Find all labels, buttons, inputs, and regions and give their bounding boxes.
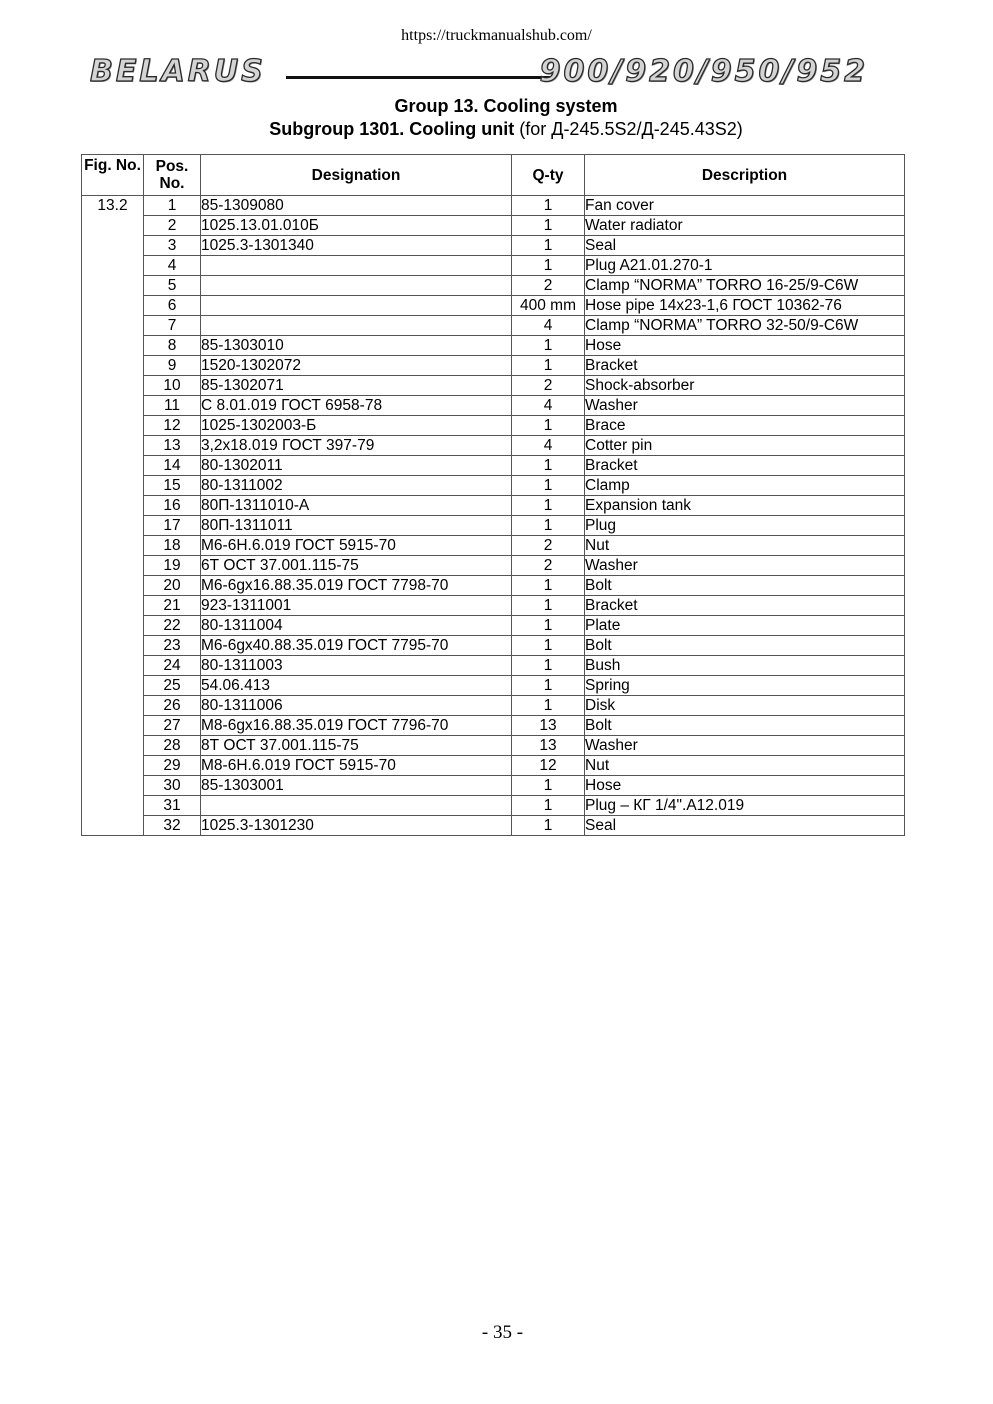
description-cell: Expansion tank	[585, 496, 905, 516]
description-cell: Bracket	[585, 356, 905, 376]
pos-cell: 7	[144, 316, 201, 336]
description-cell: Plug	[585, 516, 905, 536]
table-row	[82, 316, 905, 336]
description-cell: Bolt	[585, 576, 905, 596]
header-description: Description	[585, 155, 905, 196]
designation-cell: 80-1302011	[201, 456, 512, 476]
qty-cell: 4	[512, 316, 585, 336]
pos-cell: 23	[144, 636, 201, 656]
pos-cell: 17	[144, 516, 201, 536]
table-row	[82, 676, 905, 696]
designation-cell: М6-6gх40.88.35.019 ГОСТ 7795-70	[201, 636, 512, 656]
designation-cell: 923-1311001	[201, 596, 512, 616]
pos-cell: 8	[144, 336, 201, 356]
table-row	[82, 216, 905, 236]
qty-cell: 1	[512, 256, 585, 276]
pos-cell: 24	[144, 656, 201, 676]
designation-cell	[201, 296, 512, 316]
designation-cell: 80-1311002	[201, 476, 512, 496]
model-numbers: 900/920/950/952	[539, 54, 868, 89]
qty-cell: 2	[512, 276, 585, 296]
designation-cell	[201, 276, 512, 296]
pos-cell: 2	[144, 216, 201, 236]
description-cell: Water radiator	[585, 216, 905, 236]
designation-cell: М8-6gх16.88.35.019 ГОСТ 7796-70	[201, 716, 512, 736]
table-row	[82, 196, 905, 216]
table-row	[82, 596, 905, 616]
pos-cell: 10	[144, 376, 201, 396]
qty-cell: 12	[512, 756, 585, 776]
pos-cell: 11	[144, 396, 201, 416]
description-cell: Bolt	[585, 636, 905, 656]
designation-cell: 85-1302071	[201, 376, 512, 396]
pos-cell: 6	[144, 296, 201, 316]
table-row	[82, 356, 905, 376]
designation-cell: 80П-1311010-А	[201, 496, 512, 516]
description-cell: Washer	[585, 396, 905, 416]
group-title: Group 13. Cooling system	[394, 96, 618, 116]
description-cell: Hose	[585, 776, 905, 796]
qty-cell: 1	[512, 796, 585, 816]
table-row	[82, 816, 905, 836]
table-row	[82, 536, 905, 556]
source-url[interactable]: https://truckmanualshub.com/	[401, 27, 592, 44]
description-cell: Spring	[585, 676, 905, 696]
description-cell: Clamp “NORMA” TORRO 32-50/9-C6W	[585, 316, 905, 336]
qty-cell: 1	[512, 816, 585, 836]
designation-cell: М6-6gх16.88.35.019 ГОСТ 7798-70	[201, 576, 512, 596]
table-row	[82, 396, 905, 416]
description-cell: Disk	[585, 696, 905, 716]
description-cell: Cotter pin	[585, 436, 905, 456]
pos-cell: 5	[144, 276, 201, 296]
qty-cell: 2	[512, 376, 585, 396]
designation-cell: 54.06.413	[201, 676, 512, 696]
table-row	[82, 616, 905, 636]
designation-cell: 85-1309080	[201, 196, 512, 216]
table-row	[82, 696, 905, 716]
pos-cell: 31	[144, 796, 201, 816]
pos-cell: 4	[144, 256, 201, 276]
description-cell: Fan cover	[585, 196, 905, 216]
header-designation: Designation	[201, 155, 512, 196]
qty-cell: 1	[512, 216, 585, 236]
qty-cell: 1	[512, 476, 585, 496]
pos-cell: 30	[144, 776, 201, 796]
qty-cell: 1	[512, 776, 585, 796]
pos-cell: 16	[144, 496, 201, 516]
header-qty: Q-ty	[512, 155, 585, 196]
table-row	[82, 476, 905, 496]
designation-cell: 1025.3-1301230	[201, 816, 512, 836]
table-row	[82, 756, 905, 776]
table-header-row	[82, 155, 905, 196]
description-cell: Brace	[585, 416, 905, 436]
qty-cell: 1	[512, 656, 585, 676]
designation-cell: 80П-1311011	[201, 516, 512, 536]
qty-cell: 1	[512, 676, 585, 696]
qty-cell: 1	[512, 616, 585, 636]
designation-cell	[201, 256, 512, 276]
table-row	[82, 376, 905, 396]
description-cell: Hose pipe 14х23-1,6 ГОСТ 10362-76	[585, 296, 905, 316]
qty-cell: 2	[512, 556, 585, 576]
table-row	[82, 416, 905, 436]
table-row	[82, 516, 905, 536]
pos-cell: 14	[144, 456, 201, 476]
header-fig-no: Fig. No.	[82, 155, 144, 196]
designation-cell: 1025.3-1301340	[201, 236, 512, 256]
table-row	[82, 336, 905, 356]
pos-cell: 15	[144, 476, 201, 496]
designation-cell	[201, 796, 512, 816]
pos-cell: 22	[144, 616, 201, 636]
table-row	[82, 556, 905, 576]
designation-cell: 8Т ОСТ 37.001.115-75	[201, 736, 512, 756]
pos-cell: 20	[144, 576, 201, 596]
pos-cell: 32	[144, 816, 201, 836]
header-rule	[286, 76, 554, 79]
qty-cell: 1	[512, 356, 585, 376]
description-cell: Nut	[585, 756, 905, 776]
designation-cell: 80-1311006	[201, 696, 512, 716]
pos-cell: 26	[144, 696, 201, 716]
designation-cell	[201, 316, 512, 336]
description-cell: Shock-absorber	[585, 376, 905, 396]
description-cell: Seal	[585, 816, 905, 836]
table-row	[82, 716, 905, 736]
subgroup-title-engine: (for Д-245.5S2/Д-245.43S2)	[514, 119, 743, 139]
table-row	[82, 656, 905, 676]
designation-cell: 80-1311003	[201, 656, 512, 676]
brand-logo-text: BELARUS	[90, 54, 266, 89]
table-row	[82, 636, 905, 656]
table-row	[82, 436, 905, 456]
pos-cell: 12	[144, 416, 201, 436]
description-cell: Washer	[585, 736, 905, 756]
designation-cell: М6-6Н.6.019 ГОСТ 5915-70	[201, 536, 512, 556]
qty-cell: 1	[512, 576, 585, 596]
qty-cell: 4	[512, 396, 585, 416]
qty-cell: 1	[512, 636, 585, 656]
pos-cell: 29	[144, 756, 201, 776]
table-row	[82, 776, 905, 796]
pos-cell: 18	[144, 536, 201, 556]
qty-cell: 2	[512, 536, 585, 556]
qty-cell: 1	[512, 196, 585, 216]
qty-cell: 1	[512, 596, 585, 616]
qty-cell: 400 mm	[512, 296, 585, 316]
table-row	[82, 496, 905, 516]
description-cell: Plug A21.01.270-1	[585, 256, 905, 276]
qty-cell: 1	[512, 336, 585, 356]
designation-cell: 85-1303001	[201, 776, 512, 796]
pos-cell: 21	[144, 596, 201, 616]
designation-cell: 80-1311004	[201, 616, 512, 636]
designation-cell: 6Т ОСТ 37.001.115-75	[201, 556, 512, 576]
pos-cell: 9	[144, 356, 201, 376]
pos-cell: 25	[144, 676, 201, 696]
qty-cell: 4	[512, 436, 585, 456]
designation-cell: 1025-1302003-Б	[201, 416, 512, 436]
description-cell: Seal	[585, 236, 905, 256]
description-cell: Nut	[585, 536, 905, 556]
description-cell: Plate	[585, 616, 905, 636]
header-banner	[90, 55, 868, 89]
description-cell: Clamp “NORMA” TORRO 16-25/9-C6W	[585, 276, 905, 296]
designation-cell: С 8.01.019 ГОСТ 6958-78	[201, 396, 512, 416]
designation-cell: 85-1303010	[201, 336, 512, 356]
qty-cell: 1	[512, 496, 585, 516]
parts-table-body	[82, 196, 905, 836]
description-cell: Clamp	[585, 476, 905, 496]
qty-cell: 1	[512, 516, 585, 536]
qty-cell: 13	[512, 736, 585, 756]
table-row	[82, 576, 905, 596]
pos-cell: 3	[144, 236, 201, 256]
table-row	[82, 256, 905, 276]
description-cell: Hose	[585, 336, 905, 356]
description-cell: Bolt	[585, 716, 905, 736]
description-cell: Bracket	[585, 456, 905, 476]
designation-cell: 1520-1302072	[201, 356, 512, 376]
fig-no-cell: 13.2	[82, 196, 144, 836]
header-pos-no: Pos. No.	[144, 155, 201, 196]
description-cell: Bush	[585, 656, 905, 676]
table-row	[82, 736, 905, 756]
qty-cell: 1	[512, 456, 585, 476]
pos-cell: 1	[144, 196, 201, 216]
subgroup-title-bold: Subgroup 1301. Cooling unit	[269, 119, 515, 139]
description-cell: Washer	[585, 556, 905, 576]
pos-cell: 27	[144, 716, 201, 736]
qty-cell: 1	[512, 696, 585, 716]
table-row	[82, 796, 905, 816]
table-row	[82, 456, 905, 476]
designation-cell: 3,2х18.019 ГОСТ 397-79	[201, 436, 512, 456]
qty-cell: 1	[512, 236, 585, 256]
table-row	[82, 296, 905, 316]
description-cell: Plug – КГ 1/4".А12.019	[585, 796, 905, 816]
subgroup-title	[0, 119, 993, 140]
table-row	[82, 276, 905, 296]
description-cell: Bracket	[585, 596, 905, 616]
table-row	[82, 236, 905, 256]
qty-cell: 1	[512, 416, 585, 436]
pos-cell: 13	[144, 436, 201, 456]
pos-cell: 19	[144, 556, 201, 576]
designation-cell: 1025.13.01.010Б	[201, 216, 512, 236]
qty-cell: 13	[512, 716, 585, 736]
page-number: - 35 -	[481, 1322, 524, 1343]
designation-cell: М8-6Н.6.019 ГОСТ 5915-70	[201, 756, 512, 776]
pos-cell: 28	[144, 736, 201, 756]
parts-table	[81, 154, 905, 836]
